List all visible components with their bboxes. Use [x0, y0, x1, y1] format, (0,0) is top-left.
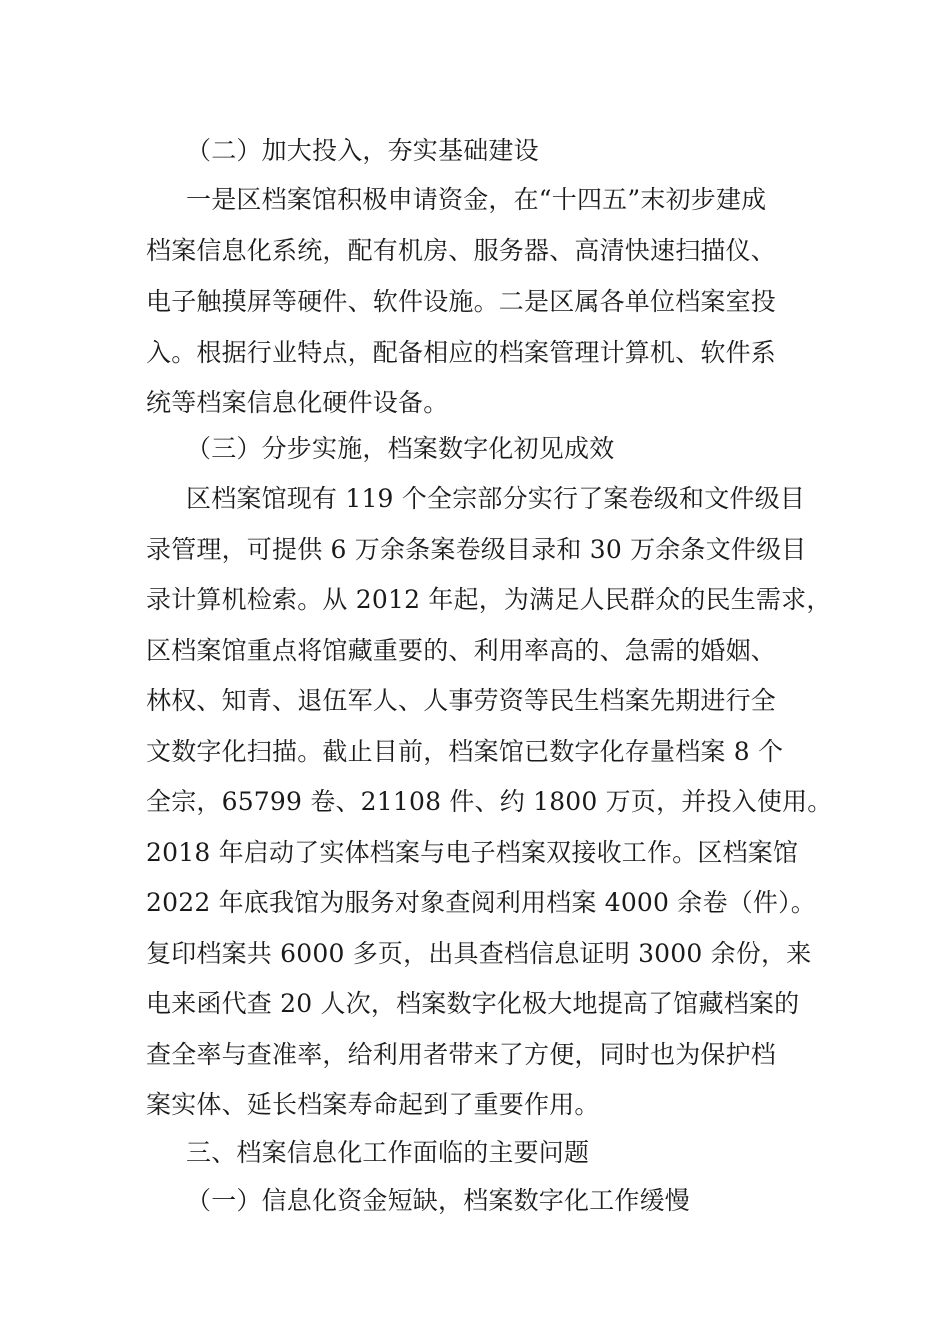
paragraph-line: 档案信息化系统，配有机房、服务器、高清快速扫描仪、: [146, 236, 777, 265]
paragraph-line: 文数字化扫描。截止目前，档案馆已数字化存量档案 8 个: [146, 737, 784, 766]
paragraph-line: 案实体、延长档案寿命起到了重要作用。: [146, 1090, 600, 1119]
paragraph-line: 统等档案信息化硬件设备。: [146, 388, 449, 417]
section-heading-3: （三）分步实施，档案数字化初见成效: [186, 434, 615, 463]
section-heading-2: （二）加大投入，夯实基础建设: [186, 136, 539, 165]
paragraph-line: 区档案馆重点将馆藏重要的、利用率高的、急需的婚姻、: [146, 636, 777, 665]
paragraph-line: 查全率与查准率，给利用者带来了方便，同时也为保护档: [146, 1040, 777, 1069]
chapter-heading-3: 三、档案信息化工作面临的主要问题: [186, 1138, 590, 1167]
paragraph-line: 复印档案共 6000 多页，出具查档信息证明 3000 余份，来: [146, 939, 812, 968]
paragraph-line: 2022 年底我馆为服务对象查阅利用档案 4000 余卷（件）。: [146, 888, 816, 917]
paragraph-line: 入。根据行业特点，配备相应的档案管理计算机、软件系: [146, 338, 777, 367]
paragraph-line: 录管理，可提供 6 万余条案卷级目录和 30 万余条文件级目: [146, 535, 807, 564]
paragraph-line: 2018 年启动了实体档案与电子档案双接收工作。区档案馆: [146, 838, 799, 867]
paragraph-line: 林权、知青、退伍军人、人事劳资等民生档案先期进行全: [146, 686, 777, 715]
paragraph-line: 一是区档案馆积极申请资金，在“十四五”末初步建成: [186, 185, 767, 214]
section-heading-1: （一）信息化资金短缺，档案数字化工作缓慢: [186, 1186, 691, 1215]
paragraph-line: 全宗，65799 卷、21108 件、约 1800 万页，并投入使用。: [146, 787, 833, 816]
paragraph-line: 电子触摸屏等硬件、软件设施。二是区属各单位档案室投: [146, 287, 777, 316]
paragraph-line: 电来函代查 20 人次，档案数字化极大地提高了馆藏档案的: [146, 989, 800, 1018]
paragraph-line: 录计算机检索。从 2012 年起，为满足人民群众的民生需求，: [146, 585, 832, 614]
paragraph-line: 区档案馆现有 119 个全宗部分实行了案卷级和文件级目: [186, 484, 806, 513]
